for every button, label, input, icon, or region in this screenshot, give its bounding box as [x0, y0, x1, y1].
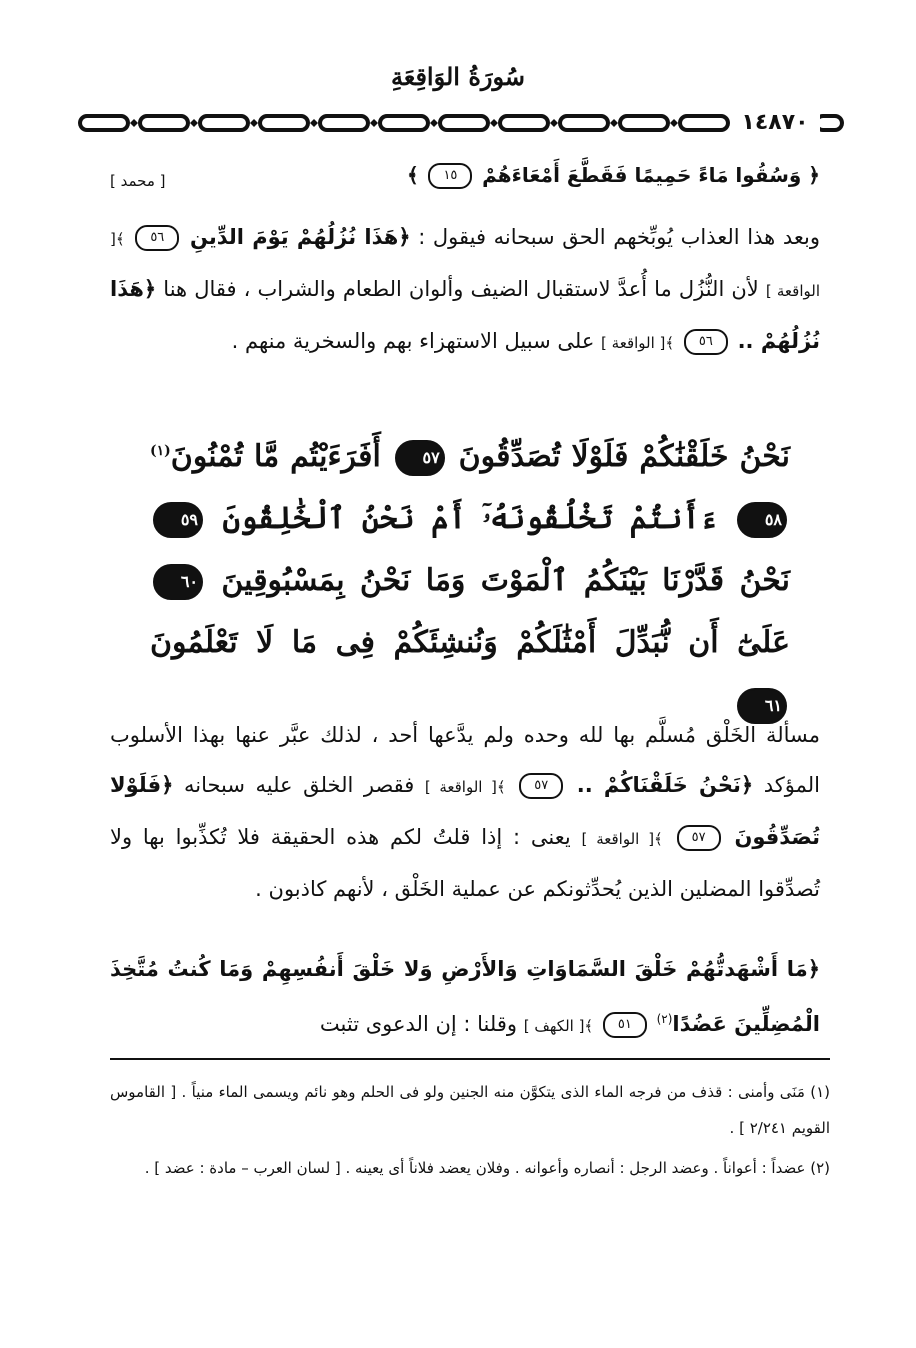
verse-number-57: ٥٧ — [395, 440, 445, 476]
verse-58-text: أَفَرَءَيْتُم مَّا تُمْنُونَ — [170, 439, 381, 474]
paragraph-text: وقلنا : إن الدعوى تثبت — [319, 1012, 518, 1036]
footnote-2 — [110, 1150, 830, 1186]
diamond-icon — [550, 119, 558, 127]
footnote-1 — [110, 1074, 830, 1146]
verse-number: ٥٧ — [677, 825, 721, 851]
paragraph-3 — [110, 944, 820, 1051]
chain-link-icon — [200, 116, 248, 130]
footnote-text: عضداً : أعواناً . وعضد الرجل : أنصاره وأعوانه . وفلان يعضد فلاناً أى يعينه . [ لسان العرب – مادة : عضد ] . — [144, 1159, 806, 1177]
chain-link-icon — [320, 116, 368, 130]
verse-text: ﴿ وَسُقُوا مَاءً حَمِيمًا فَقَطَّعَ أَمْعَاءَهُمْ — [482, 163, 820, 187]
footnote-mark: (٢) — [810, 1159, 830, 1177]
chain-link-icon — [680, 116, 728, 130]
verse-number: ٥٦ — [684, 329, 728, 355]
chain-link-icon — [620, 116, 668, 130]
surah-reference: ﴾[ الواقعة ] — [601, 334, 675, 352]
verse-close-bracket: ﴾ — [407, 163, 419, 187]
footnotes — [110, 1074, 830, 1190]
paragraph-text: يعنى : إذا قلتُ لكم هذه الحقيقة فلا تُكذِّبوا بها ولا تُصدِّقوا المضلين الذين يُحدِّثونكم عن عملية الخَلْق ، لأنهم كاذبون . — [110, 825, 820, 901]
chain-link-icon — [560, 116, 608, 130]
footnote-divider — [110, 1058, 830, 1060]
diamond-icon — [490, 119, 498, 127]
footnote-mark: (١) — [810, 1083, 830, 1101]
quote-text: ﴿فَلَوْلا تُصَدِّقُونَ — [110, 773, 820, 849]
quote-text: ﴿مَا أَشْهَدتُّهُمْ خَلْقَ السَّمَاوَاتِ وَالأَرْضِ وَلا خَلْقَ أَنفُسِهِمْ وَمَا كُنتُ مُتَّخِذَ الْمُضِلِّينَ عَضُدًا — [110, 957, 820, 1036]
verse-number-59: ٥٩ — [153, 502, 203, 538]
surah-reference: ﴾[ الكهف ] — [523, 1017, 594, 1035]
quote-text: ﴿نَحْنُ خَلَقْنَاكُمْ .. — [576, 773, 754, 797]
quote-text: ﴿هَذَا نُزُلُهُمْ يَوْمَ الدِّينِ — [189, 225, 411, 249]
verse-60-text: نَحْنُ قَدَّرْنَا بَيْنَكُمُ ٱلْمَوْتَ وَمَا نَحْنُ بِمَسْبُوقِينَ — [221, 563, 791, 598]
verse-57-text: نَحْنُ خَلَقْنَٰكُمْ فَلَوْلَا تُصَدِّقُونَ — [458, 439, 791, 474]
surah-reference: ﴾[ الواقعة ] — [581, 830, 663, 848]
footnote-marker: (١) — [150, 443, 171, 459]
verse-number: ١٥ — [428, 163, 472, 189]
surah-reference: ﴾[ الواقعة ] — [110, 230, 820, 300]
diamond-icon — [130, 119, 138, 127]
paragraph-text: على سبيل الاستهزاء بهم والسخرية منهم . — [231, 329, 595, 353]
quote-text: ﴿هَذَا نُزُلُهُمْ .. — [110, 277, 820, 353]
verse-59-text: ءَأَنتُمْ تَخْلُقُونَهُۥٓ أَمْ نَحْنُ ٱلْخَٰلِقُونَ — [222, 501, 718, 536]
paragraph-text: فقصر الخلق عليه سبحانه — [183, 773, 415, 797]
verse-number: ٥٦ — [135, 225, 179, 251]
paragraph-text: لأن النُّزُل ما أُعدَّ لاستقبال الضيف وألوان الطعام والشراب ، فقال هنا — [163, 277, 759, 301]
chain-link-icon — [140, 116, 188, 130]
verse-61-text: عَلَىٰٓ أَن نُّبَدِّلَ أَمْثَٰلَكُمْ وَنُنشِئَكُمْ فِى مَا لَا تَعْلَمُونَ — [150, 625, 790, 660]
chain-link-icon — [80, 116, 128, 130]
paragraph-text: مسألة الخَلْق مُسلَّم بها لله وحده ولم يدَّعها أحد ، لذلك عبَّر عنها بهذا الأسلوب المؤكد — [110, 723, 820, 797]
chain-link-icon — [440, 116, 488, 130]
paragraph-1 — [110, 212, 820, 368]
page-number: ١٤٨٧٠ — [730, 108, 820, 138]
surah-reference: [ محمد ] — [110, 172, 166, 190]
chain-link-icon — [500, 116, 548, 130]
verse-number: ٥١ — [603, 1012, 647, 1038]
diamond-icon — [310, 119, 318, 127]
verse-number-61: ٦١ — [737, 688, 787, 724]
chain-link-icon — [260, 116, 308, 130]
surah-reference: ﴾[ الواقعة ] — [424, 778, 506, 796]
diamond-icon — [430, 119, 438, 127]
diamond-icon — [370, 119, 378, 127]
verse-number-60: ٦٠ — [153, 564, 203, 600]
top-verse — [110, 150, 820, 200]
verse-number: ٥٧ — [519, 773, 563, 799]
verse-number-58: ٥٨ — [737, 502, 787, 538]
footnote-text: مَنَى وأمنى : قذف من فرجه الماء الذى يتكوَّن منه الجنين ولو فى الحلم وهو نائم ويسمى الماء منياً . [ القاموس القويم ٢/٢٤١ ] . — [110, 1083, 830, 1137]
diamond-icon — [610, 119, 618, 127]
surah-title: سُورَةُ الوَاقِعَةِ — [391, 62, 525, 91]
quran-verses-block — [150, 420, 790, 736]
diamond-icon — [250, 119, 258, 127]
footnote-marker: (٢) — [656, 1012, 673, 1026]
diamond-icon — [190, 119, 198, 127]
chain-link-icon — [380, 116, 428, 130]
diamond-icon — [670, 119, 678, 127]
paragraph-2 — [110, 710, 820, 914]
paragraph-text: وبعد هذا العذاب يُوبِّخهم الحق سبحانه فيقول : — [418, 225, 820, 249]
